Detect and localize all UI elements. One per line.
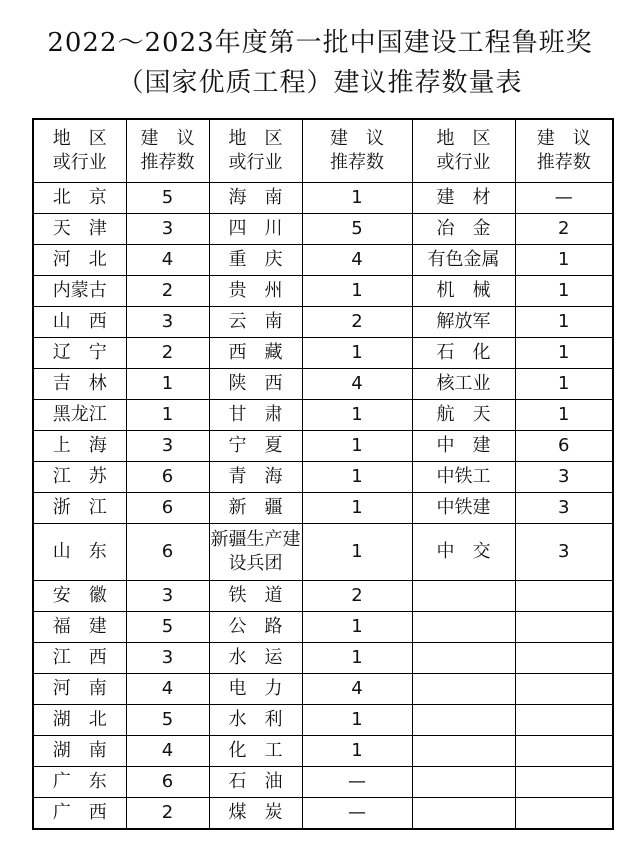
table-row [33,581,613,612]
region-cell: 安 徽 [33,581,126,612]
header-count: 建 议 推荐数 [302,119,412,183]
header-count: 建 议 推荐数 [515,119,613,183]
table-row [33,736,613,767]
count-cell: — [302,798,412,830]
count-cell: 3 [126,643,209,674]
table-row [33,307,613,338]
region-cell: 四 川 [209,214,302,245]
region-cell: 江 苏 [33,462,126,493]
count-cell: 1 [302,462,412,493]
region-cell: 电 力 [209,674,302,705]
region-cell: 重 庆 [209,245,302,276]
region-cell: 新疆生产建设兵团 [209,524,302,581]
region-cell: 甘 肃 [209,400,302,431]
region-cell: 解放军 [412,307,515,338]
region-cell: 煤 炭 [209,798,302,830]
table-row [33,400,613,431]
region-cell: 化 工 [209,736,302,767]
table-row [33,431,613,462]
count-cell: — [515,183,613,214]
count-cell: 3 [126,581,209,612]
count-cell: 2 [126,798,209,830]
count-cell: 1 [302,400,412,431]
count-cell: 1 [515,276,613,307]
region-cell: 航 天 [412,400,515,431]
region-cell: 宁 夏 [209,431,302,462]
table-row [33,643,613,674]
region-cell: 石 化 [412,338,515,369]
recommendation-table [32,118,614,830]
header-region: 地 区 或行业 [33,119,126,183]
table-row [33,183,613,214]
count-cell: 4 [302,245,412,276]
region-cell [412,643,515,674]
region-cell: 青 海 [209,462,302,493]
region-cell: 内蒙古 [33,276,126,307]
count-cell: 6 [126,524,209,581]
table-row [33,767,613,798]
region-cell: 天 津 [33,214,126,245]
table-row [33,369,613,400]
count-cell: 1 [302,493,412,524]
count-cell: 1 [515,369,613,400]
count-cell: 1 [302,612,412,643]
region-cell: 石 油 [209,767,302,798]
header-region: 地 区 或行业 [412,119,515,183]
count-cell: 1 [302,524,412,581]
header-region: 地 区 或行业 [209,119,302,183]
count-cell: 1 [515,400,613,431]
region-cell: 铁 道 [209,581,302,612]
table-header-row [33,119,613,183]
region-cell: 中铁建 [412,493,515,524]
table-row [33,462,613,493]
count-cell: 4 [126,245,209,276]
region-cell: 有色金属 [412,245,515,276]
count-cell: 4 [302,369,412,400]
region-cell: 公 路 [209,612,302,643]
count-cell: 6 [126,767,209,798]
region-cell [412,674,515,705]
count-cell: 6 [515,431,613,462]
count-cell: 1 [302,705,412,736]
region-cell: 湖 北 [33,705,126,736]
document-title-line-1: 2022～2023年度第一批中国建设工程鲁班奖 [47,28,593,58]
count-cell: 1 [302,276,412,307]
table-row [33,338,613,369]
region-cell: 吉 林 [33,369,126,400]
region-cell: 新 疆 [209,493,302,524]
count-cell: 1 [515,307,613,338]
count-cell: 5 [126,612,209,643]
count-cell: 2 [302,307,412,338]
count-cell: 1 [302,736,412,767]
count-cell: 2 [126,338,209,369]
region-cell: 机 械 [412,276,515,307]
count-cell: 6 [126,462,209,493]
region-cell: 中铁工 [412,462,515,493]
table-row [33,493,613,524]
count-cell [515,736,613,767]
count-cell [515,581,613,612]
region-cell: 湖 南 [33,736,126,767]
region-cell: 冶 金 [412,214,515,245]
region-cell: 云 南 [209,307,302,338]
region-cell: 辽 宁 [33,338,126,369]
region-cell: 浙 江 [33,493,126,524]
count-cell: 1 [126,369,209,400]
count-cell: 1 [302,431,412,462]
region-cell: 河 北 [33,245,126,276]
region-cell [412,767,515,798]
count-cell: 5 [302,214,412,245]
region-cell [412,612,515,643]
region-cell: 上 海 [33,431,126,462]
table-row [33,524,613,581]
region-cell [412,705,515,736]
table-row [33,674,613,705]
region-cell: 广 东 [33,767,126,798]
region-cell: 中 交 [412,524,515,581]
count-cell: 1 [302,338,412,369]
table-row [33,705,613,736]
document-title-line-2: （国家优质工程）建议推荐数量表 [117,68,523,98]
region-cell: 陕 西 [209,369,302,400]
count-cell: 4 [126,674,209,705]
region-cell: 水 利 [209,705,302,736]
region-cell: 福 建 [33,612,126,643]
region-cell: 河 南 [33,674,126,705]
region-cell: 黑龙江 [33,400,126,431]
region-cell [412,736,515,767]
count-cell: 3 [126,307,209,338]
table-row [33,214,613,245]
count-cell [515,798,613,830]
region-cell: 核工业 [412,369,515,400]
region-cell: 中 建 [412,431,515,462]
count-cell: 4 [302,674,412,705]
count-cell: 2 [126,276,209,307]
count-cell: 3 [515,524,613,581]
count-cell: 2 [302,581,412,612]
count-cell [515,674,613,705]
region-cell: 江 西 [33,643,126,674]
count-cell: 3 [515,493,613,524]
count-cell: 3 [126,214,209,245]
count-cell: 1 [515,338,613,369]
region-cell: 海 南 [209,183,302,214]
count-cell: — [302,767,412,798]
count-cell: 1 [126,400,209,431]
region-cell [412,798,515,830]
count-cell: 1 [515,245,613,276]
region-cell: 西 藏 [209,338,302,369]
header-count: 建 议 推荐数 [126,119,209,183]
region-cell: 北 京 [33,183,126,214]
count-cell: 3 [515,462,613,493]
count-cell: 1 [302,643,412,674]
table-row [33,276,613,307]
count-cell: 6 [126,493,209,524]
count-cell: 4 [126,736,209,767]
table-row [33,245,613,276]
count-cell: 2 [515,214,613,245]
region-cell: 水 运 [209,643,302,674]
count-cell [515,705,613,736]
region-cell [412,581,515,612]
region-cell: 山 西 [33,307,126,338]
region-cell: 贵 州 [209,276,302,307]
count-cell [515,643,613,674]
count-cell: 1 [302,183,412,214]
count-cell: 5 [126,183,209,214]
table-row [33,612,613,643]
count-cell [515,767,613,798]
region-cell: 山 东 [33,524,126,581]
region-cell: 建 材 [412,183,515,214]
count-cell [515,612,613,643]
count-cell: 5 [126,705,209,736]
count-cell: 3 [126,431,209,462]
region-cell: 广 西 [33,798,126,830]
table-row [33,798,613,830]
